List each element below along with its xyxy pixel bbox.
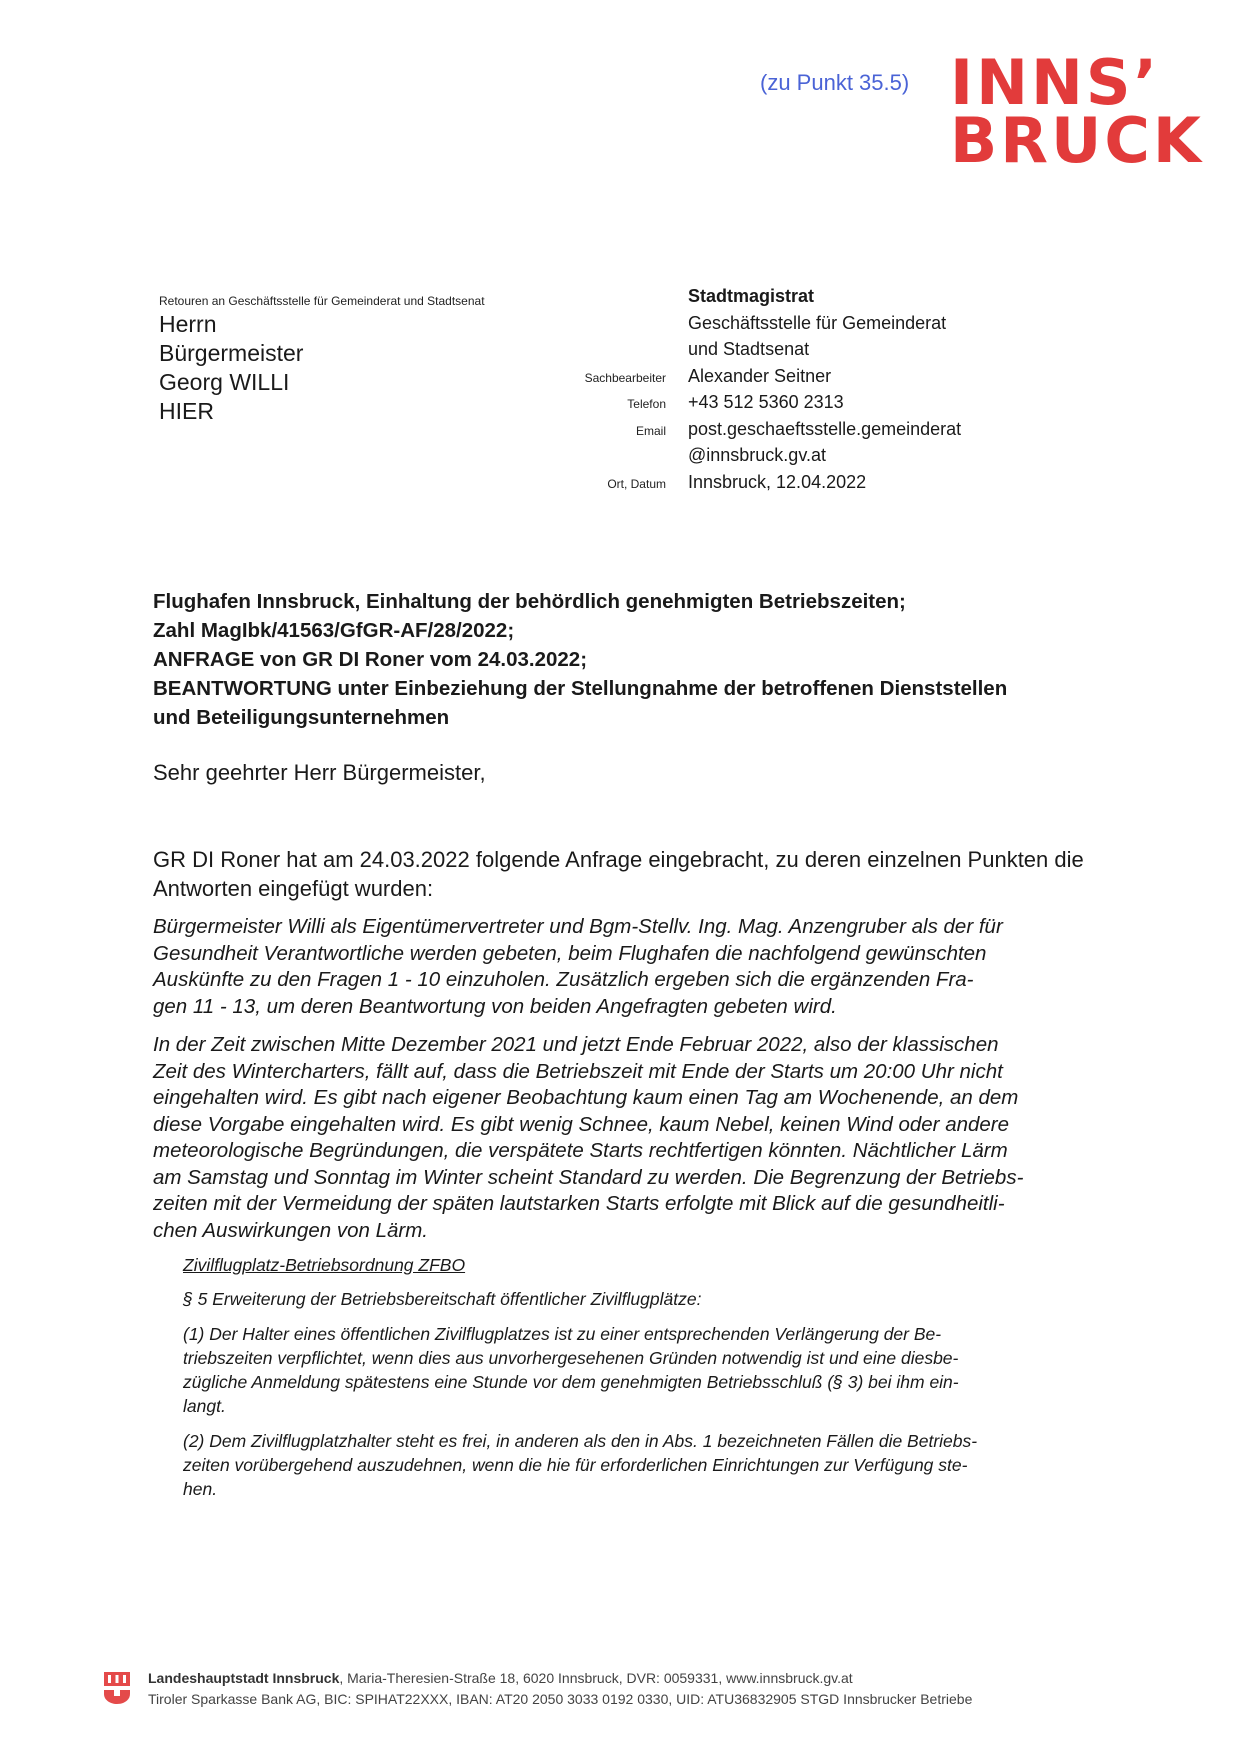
recipient-block xyxy=(159,310,303,426)
quote-line: eingehalten wird. Es gibt nach eigener Beobachtung kaum einen Tag am Wochenende, an dem xyxy=(153,1086,1019,1109)
place-date: Innsbruck, 12.04.2022 xyxy=(688,471,867,492)
subject-line: und Beteiligungsunternehmen xyxy=(153,706,450,729)
sender-row xyxy=(500,445,961,472)
subject-line: Zahl MagIbk/41563/GfGR-AF/28/2022; xyxy=(153,619,515,642)
sender-label: Email xyxy=(635,423,666,438)
law-line: zeiten vorübergehend auszudehnen, wenn die hie für erforderlichen Einrichtungen zur Verfügung ste- xyxy=(183,1455,968,1475)
footer-address: , Maria-Theresien-Straße 18, 6020 Innsbruck, DVR: 0059331, www.innsbruck.gv.at xyxy=(339,1670,853,1686)
subject-line: BEANTWORTUNG unter Einbeziehung der Stellungnahme der betroffenen Dienststellen xyxy=(153,677,1008,700)
innsbruck-logo xyxy=(950,46,1204,177)
sender-row xyxy=(500,419,961,446)
email-domain: @innsbruck.gv.at xyxy=(688,445,826,465)
inquiry-paragraph-1 xyxy=(153,914,1143,1020)
law-title: Zivilflugplatz-Betriebsordnung ZFBO xyxy=(183,1255,466,1275)
logo-line-1: INNS’ xyxy=(950,46,1161,119)
law-line: (1) Der Halter eines öffentlichen Zivilflugplatzes ist zu einer entsprechenden Verlängerung der Be- xyxy=(183,1324,942,1344)
sender-department: Stadtmagistrat xyxy=(688,286,815,306)
footer-line-1 xyxy=(148,1668,972,1689)
quote-line: Gesundheit Verantwortliche werden gebeten, beim Flughafen die nachfolgend gewünschten xyxy=(153,941,987,965)
sender-label: Sachbearbeiter xyxy=(584,370,666,385)
inquiry-paragraph-2 xyxy=(153,1032,1143,1244)
footer-text xyxy=(148,1668,972,1710)
sender-info-block xyxy=(500,286,961,498)
footer-bank-line: Tiroler Sparkasse Bank AG, BIC: SPIHAT22XXX, IBAN: AT20 2050 3033 0192 0330, UID: ATU36832905 STGD Innsbrucker Betriebe xyxy=(148,1691,973,1707)
law-paragraph-2 xyxy=(183,1429,1143,1501)
sender-row xyxy=(500,472,961,499)
sender-value: Geschäftsstelle für Gemeinderat xyxy=(688,312,947,333)
sender-row xyxy=(500,286,961,313)
intro-paragraph: GR DI Roner hat am 24.03.2022 folgende Anfrage eingebracht, zu deren einzelnen Punkten die Antworten eingefügt wurden: xyxy=(153,847,1084,901)
quote-line: chen Auswirkungen von Lärm. xyxy=(153,1218,428,1242)
quote-line: In der Zeit zwischen Mitte Dezember 2021 und jetzt Ende Februar 2022, also der klassischen xyxy=(153,1033,999,1056)
law-line: hen. xyxy=(183,1479,218,1499)
logo-line-2: BRUCK xyxy=(950,104,1204,177)
agenda-reference-note: (zu Punkt 35.5) xyxy=(760,70,910,95)
recipient-line: Georg WILLI xyxy=(159,369,290,395)
quote-line: gen 11 - 13, um deren Beantwortung von beiden Angefragten gebeten wird. xyxy=(153,994,837,1018)
quote-line: diese Vorgabe eingehalten wird. Es gibt wenig Schnee, kaum Nebel, keinen Wind oder andere xyxy=(153,1112,1010,1136)
law-section-heading: § 5 Erweiterung der Betriebsbereitschaft öffentlicher Zivilflugplätze: xyxy=(183,1289,702,1309)
footer-org-name: Landeshauptstadt Innsbruck xyxy=(148,1670,340,1686)
sender-row xyxy=(500,392,961,419)
quote-line: Zeit des Wintercharters, fällt auf, dass die Betriebszeit mit Ende der Starts um 20:00 Uhr nicht xyxy=(153,1059,1003,1083)
law-line: triebszeiten verpflichtet, wenn dies aus unvorhergesehenen Gründen notwendig ist und eine diesbe- xyxy=(183,1348,959,1368)
case-officer: Alexander Seitner xyxy=(688,365,832,386)
sender-label: Telefon xyxy=(627,397,666,411)
law-line: (2) Dem Zivilflugplatzhalter steht es frei, in anderen als den in Abs. 1 bezeichneten Fällen die Betriebs- xyxy=(183,1431,978,1451)
quote-line: am Samstag und Sonntag im Winter scheint Standard zu werden. Die Begrenzung der Betriebs- xyxy=(153,1165,1024,1189)
city-coat-of-arms-icon xyxy=(102,1670,132,1706)
sender-row xyxy=(500,313,961,340)
recipient-line: Herrn xyxy=(159,311,217,337)
salutation: Sehr geehrter Herr Bürgermeister, xyxy=(153,760,486,785)
quote-line: meteorologische Begründungen, die verspätete Starts rechtfertigen könnten. Nächtlicher Lärm xyxy=(153,1139,1008,1162)
recipient-line: Bürgermeister xyxy=(159,340,304,366)
law-line: langt. xyxy=(183,1396,226,1416)
sender-value: und Stadtsenat xyxy=(688,339,810,359)
sender-row xyxy=(500,366,961,393)
return-address-line: Retouren an Geschäftsstelle für Gemeinderat und Stadtsenat xyxy=(159,294,485,308)
sender-label: Ort, Datum xyxy=(607,476,666,491)
letter-footer xyxy=(102,1668,972,1710)
law-line: zügliche Anmeldung spätestens eine Stunde vor dem genehmigten Betriebsschluß (§ 3) bei ihm ein- xyxy=(183,1372,959,1392)
quote-line: Bürgermeister Willi als Eigentümervertreter und Bgm-Stellv. Ing. Mag. Anzengruber als der für xyxy=(153,915,1003,938)
email-address: post.geschaeftsstelle.gemeinderat xyxy=(688,418,962,439)
subject-block xyxy=(153,587,1143,732)
phone-number: +43 512 5360 2313 xyxy=(688,392,844,412)
subject-line: Flughafen Innsbruck, Einhaltung der behördlich genehmigten Betriebszeiten; xyxy=(153,590,906,613)
recipient-line: HIER xyxy=(159,398,214,424)
quote-line: zeiten mit der Vermeidung der späten lautstarken Starts erfolgte mit Blick auf die gesundheitli- xyxy=(153,1192,1005,1215)
law-paragraph-1 xyxy=(183,1322,1143,1418)
subject-line: ANFRAGE von GR DI Roner vom 24.03.2022; xyxy=(153,648,588,671)
quote-line: Auskünfte zu den Fragen 1 - 10 einzuholen. Zusätzlich ergeben sich die ergänzenden Fra- xyxy=(153,968,974,991)
sender-row xyxy=(500,339,961,366)
